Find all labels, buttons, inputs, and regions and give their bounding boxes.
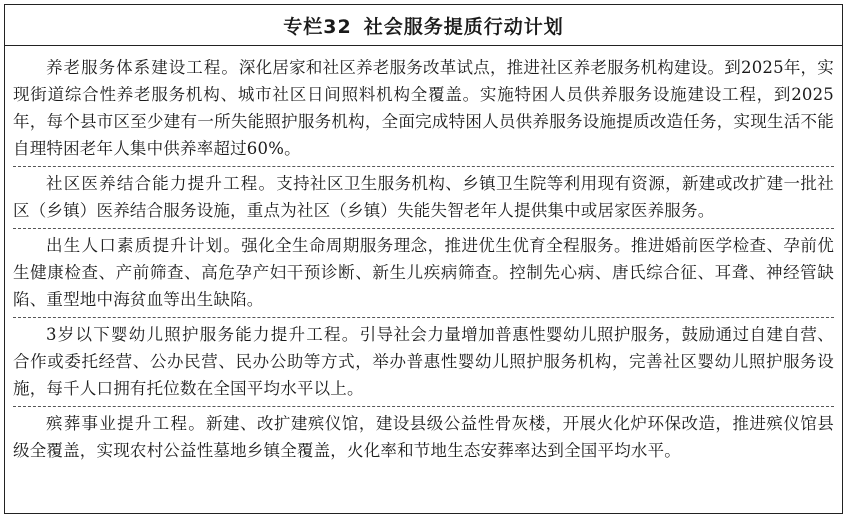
section-text: 强化全生命周期服务理念，推进优生优育全程服务。推进婚前医学检查、孕前优生健康检查、产前筛查、高危孕产妇干预诊断、新生儿疾病筛查。控制先心病、唐氏综合征、耳聋、神经管缺陷、重型地中海贫血等出生缺陷。 [13, 236, 835, 309]
section-birth-quality [13, 229, 834, 318]
paragraph [13, 170, 834, 224]
section-heading: 社区医养结合能力提升工程。 [46, 174, 277, 193]
panel-number: 专栏32 [283, 15, 352, 38]
panel-title-text: 社会服务提质行动计划 [363, 15, 564, 38]
section-elderly-care [13, 51, 834, 167]
paragraph [13, 321, 834, 402]
section-funeral [13, 407, 834, 468]
panel-body [5, 46, 842, 468]
panel-title [5, 5, 842, 46]
section-heading: 3岁以下婴幼儿照护服务能力提升工程。 [46, 325, 360, 344]
column-panel [4, 4, 843, 514]
paragraph [13, 410, 834, 464]
paragraph [13, 232, 834, 313]
section-medical-care [13, 167, 834, 229]
section-heading: 殡葬事业提升工程。 [46, 414, 207, 433]
paragraph [13, 54, 834, 162]
section-text: 新建、改扩建殡仪馆，建设县级公益性骨灰楼，开展火化炉环保改造，推进殡仪馆县级全覆盖，实现农村公益性墓地乡镇全覆盖，火化率和节地生态安葬率达到全国平均水平。 [13, 414, 835, 460]
section-heading: 出生人口素质提升计划。 [46, 236, 242, 255]
section-text: 深化居家和社区养老服务改革试点，推进社区养老服务机构建设。到2025年，实现街道综合性养老服务机构、城市社区日间照料机构全覆盖。实施特困人员供养服务设施建设工程，到2025年，每个县市区至少建有一所失能照护服务机构，全面完成特困人员供养服务设施提质改造任务，实现生活不能自理特困老年人集中供养率超过60%。 [13, 58, 834, 158]
section-text: 支持社区卫生服务机构、乡镇卫生院等利用现有资源，新建或改扩建一批社区（乡镇）医养结合服务设施，重点为社区（乡镇）失能失智老年人提供集中或居家医养服务。 [13, 174, 834, 220]
section-text: 引导社会力量增加普惠性婴幼儿照护服务，鼓励通过自建自营、合作或委托经营、公办民营、民办公助等方式，举办普惠性婴幼儿照护服务机构，完善社区婴幼儿照护服务设施，每千人口拥有托位数在全国平均水平以上。 [13, 325, 834, 398]
section-heading: 养老服务体系建设工程。 [46, 58, 239, 77]
section-infant-care [13, 318, 834, 407]
